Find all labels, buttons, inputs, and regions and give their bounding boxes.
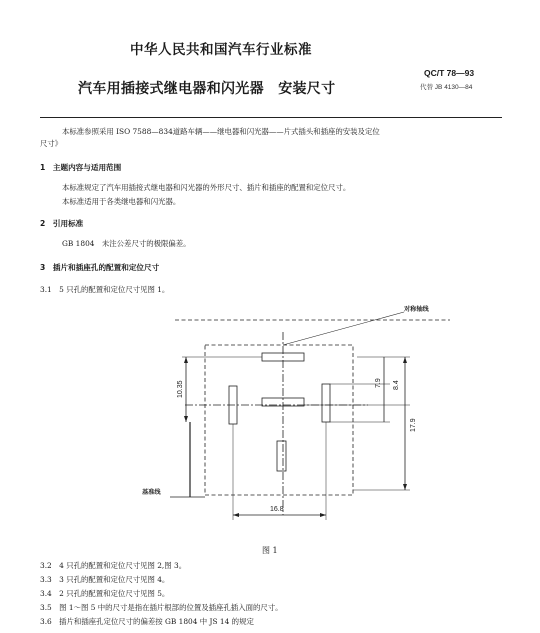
document-title: 汽车用插接式继电器和闪光器 安装尺寸 [78, 81, 336, 97]
clause-3-1: 3.1 5 只孔的配置和定位尺寸见图 1。 [40, 285, 170, 294]
dim-r3-value: 17.9 [410, 418, 417, 432]
section-number: 2 [40, 219, 46, 228]
dim-left-value: 10.35 [177, 380, 184, 398]
section-title: 插片和插座孔的配置和定位尺寸 [52, 263, 160, 272]
standard-code: QC/T 78—93 [424, 68, 475, 78]
section-1-para-2: 本标准适用于各类继电器和闪光器。 [62, 197, 181, 206]
section-1-para-1: 本标准规定了汽车用插接式继电器和闪光器的外形尺寸、插片和插座的配置和定位尺寸。 [62, 183, 351, 192]
clause-3-3: 3.3 3 只孔的配置和定位尺寸见图 4。 [40, 575, 170, 584]
dim-r2-value: 8.4 [393, 380, 400, 390]
clause-3-5: 3.5 图 1～图 5 中的尺寸是指在插片根部的位置及插座孔插入面的尺寸。 [40, 603, 283, 612]
housing-outline [205, 345, 353, 495]
symmetry-axis-label: 对称轴线 [404, 306, 429, 313]
replaces-note: 代替 JB 4130—84 [420, 84, 473, 91]
terminal-right [322, 384, 330, 422]
clause-3-4: 3.4 2 只孔的配置和定位尺寸见图 5。 [40, 589, 170, 598]
section-title: 引用标准 [52, 219, 84, 228]
intro-line-2: 尺寸》 [40, 139, 63, 148]
terminal-bottom [277, 441, 286, 471]
section-2-para-1: GB 1804 未注公差尺寸的极限偏差。 [62, 239, 191, 248]
clause-3-2: 3.2 4 只孔的配置和定位尺寸见图 2,图 3。 [40, 561, 187, 570]
datum-line-label: 基准线 [142, 489, 161, 496]
section-title: 主题内容与适用范围 [52, 163, 122, 172]
section-number: 1 [40, 163, 46, 172]
dim-r1-value: 7.9 [375, 378, 382, 388]
clause-3-6: 3.6 插片和插座孔定位尺寸的偏差按 GB 1804 中 JS 14 的规定 [40, 617, 254, 626]
figure-caption: 图 1 [262, 546, 278, 555]
dim-bottom-value: 16.8 [270, 506, 284, 513]
standard-org-title: 中华人民共和国汽车行业标准 [130, 42, 312, 58]
section-number: 3 [40, 263, 46, 272]
intro-line-1: 本标准参照采用 ISO 7588—834道路车辆——继电器和闪光器——片式插头和插座的安装及定位 [62, 127, 380, 136]
